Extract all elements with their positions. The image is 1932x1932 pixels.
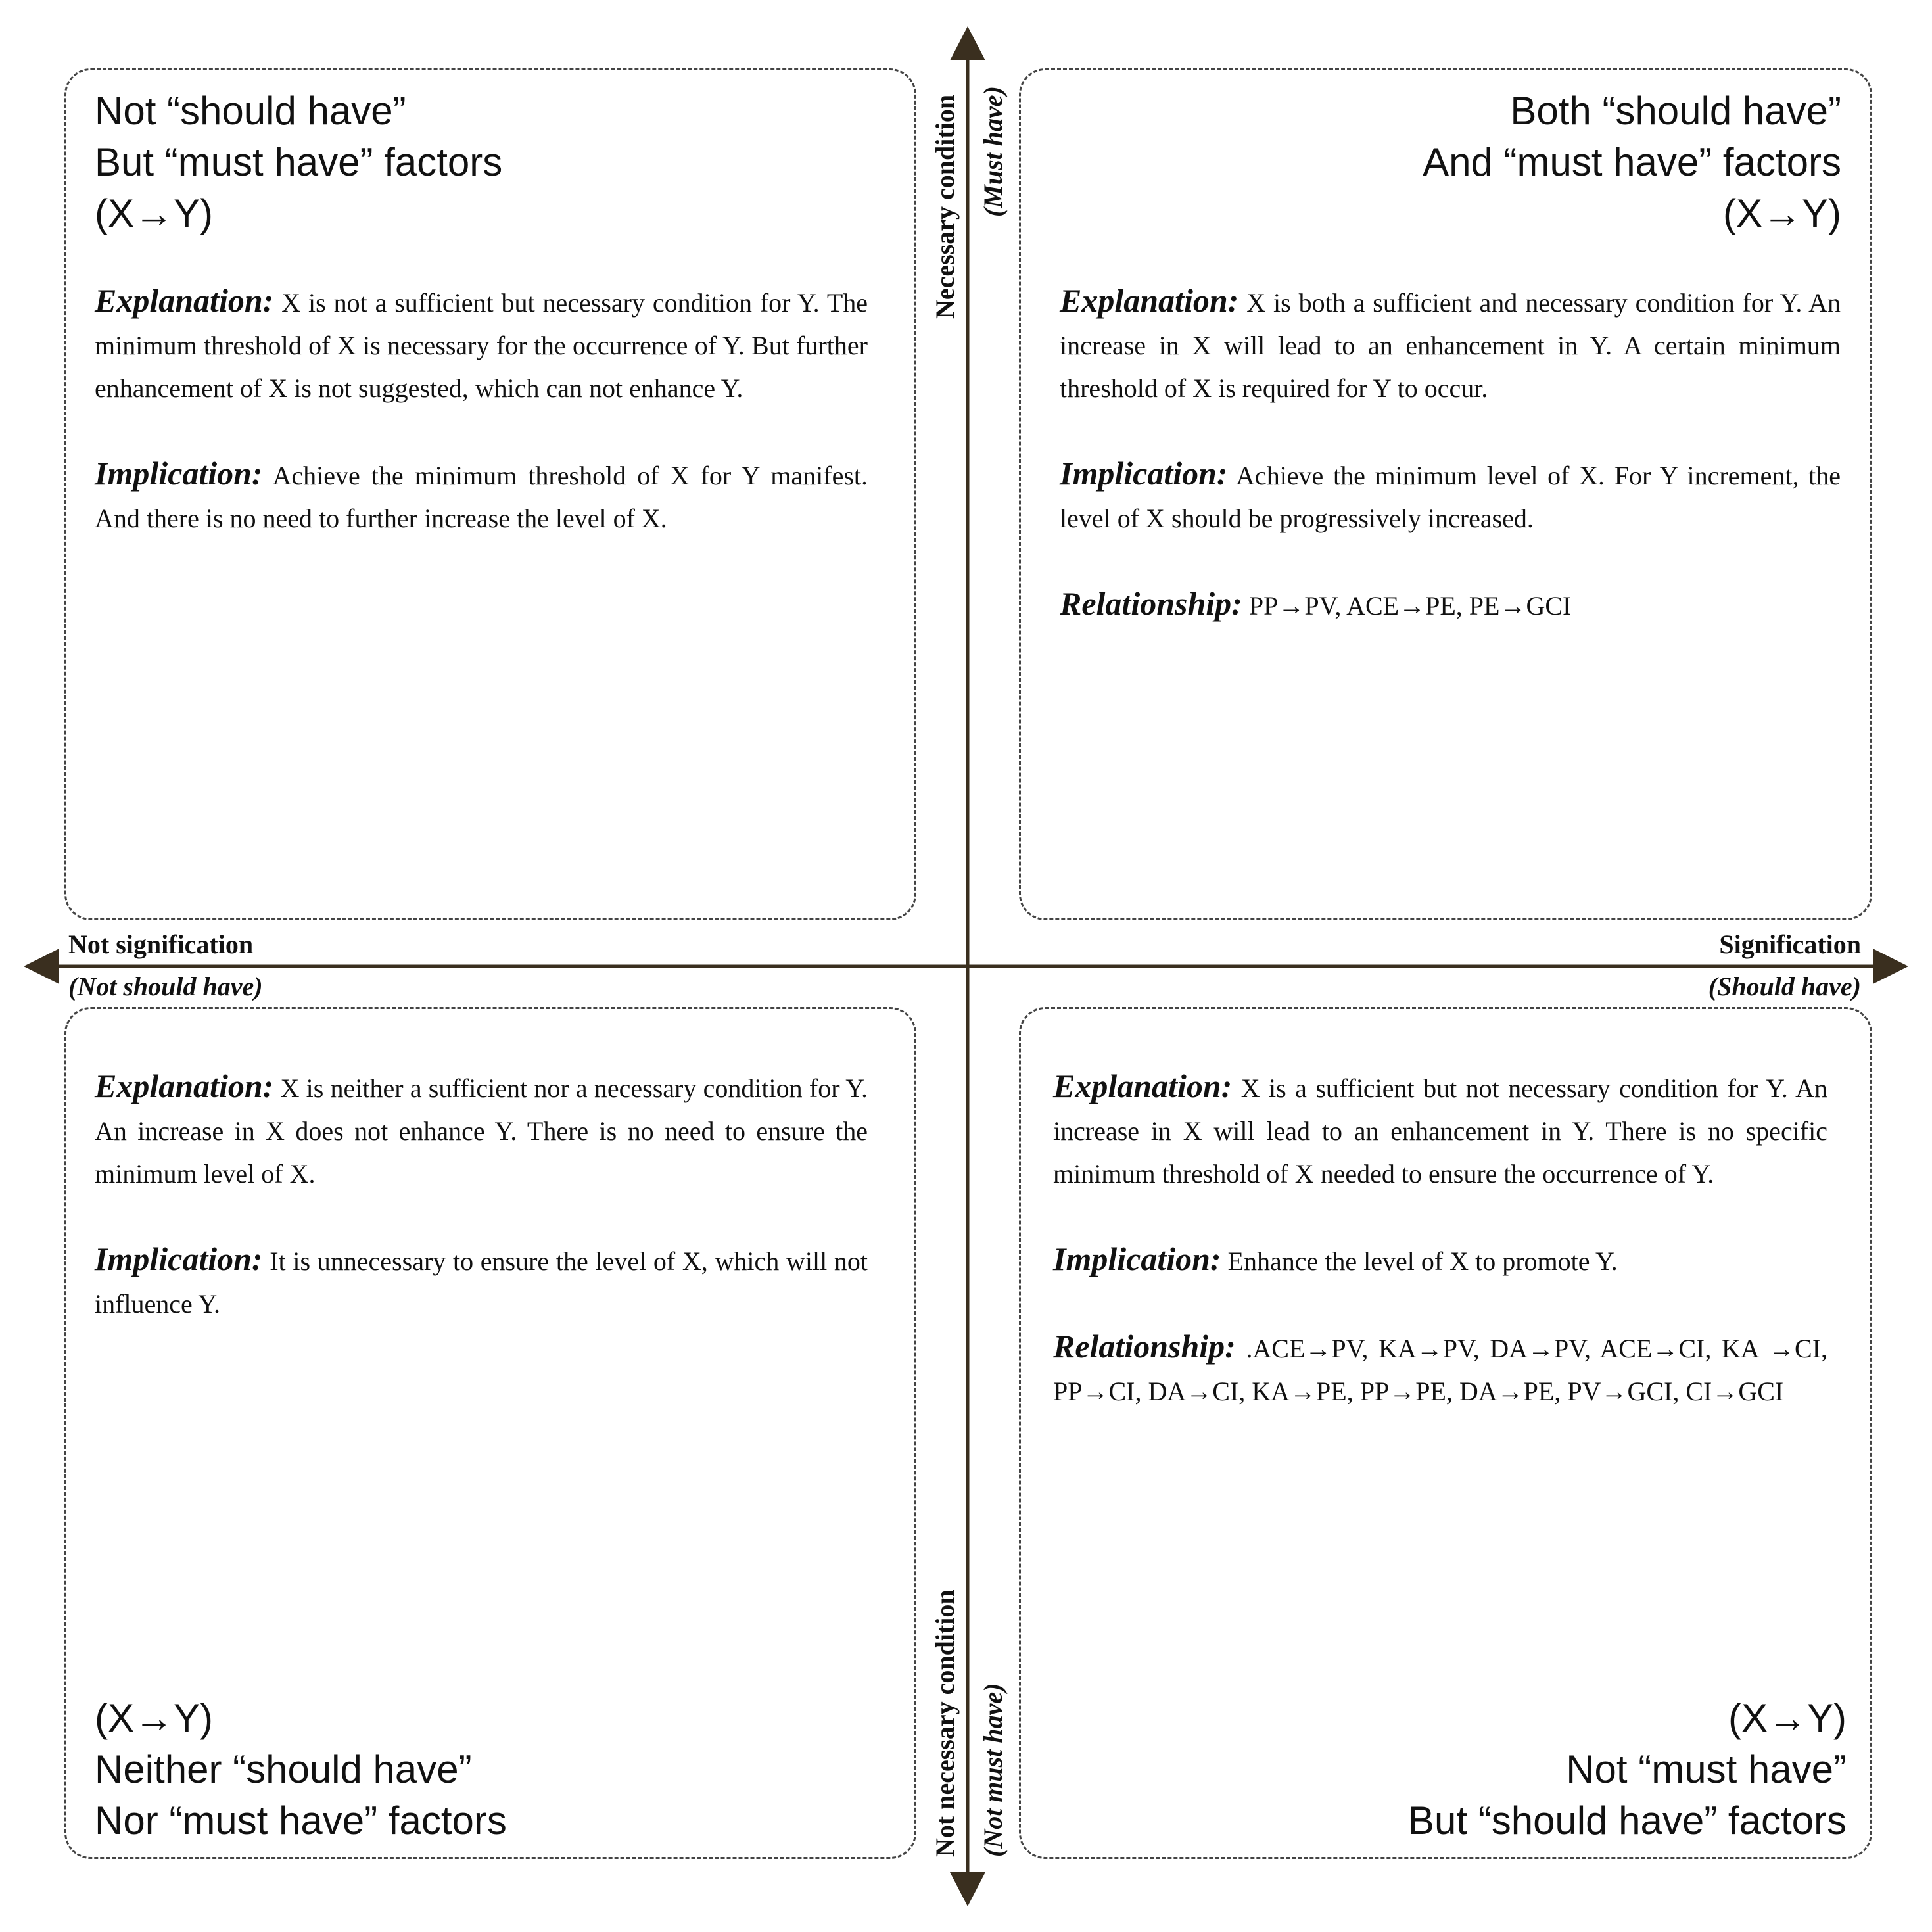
top-axis-label: Necessary condition <box>930 94 960 319</box>
top-axis-sublabel: (Must have) <box>978 86 1008 217</box>
explanation-paragraph <box>1060 279 1841 410</box>
arrow-up-icon <box>950 26 985 60</box>
explanation-text: X is neither a sufficient nor a necessary condition for Y. An increase in X does not enhance Y. There is no need to ensure the minimum level of X. <box>95 1073 868 1189</box>
explanation-paragraph <box>95 1065 868 1195</box>
quadrant-top-right-body <box>1060 279 1841 670</box>
quadrant-bottom-left-title <box>95 1693 507 1847</box>
right-axis-label: Signification <box>1719 930 1861 959</box>
arrow-down-icon <box>950 1872 985 1906</box>
title-line: (X→Y) <box>95 1696 213 1740</box>
title-line: Not “must have” <box>1566 1747 1847 1791</box>
explanation-label: Explanation: <box>1053 1068 1233 1104</box>
implication-text: Achieve the minimum level of X. For Y increment, the level of X should be progressively increased. <box>1060 461 1841 533</box>
relationship-paragraph <box>1053 1325 1827 1413</box>
relationship-paragraph <box>1060 582 1841 627</box>
title-line: (X→Y) <box>1728 1696 1847 1740</box>
relationship-label: Relationship: <box>1060 585 1242 622</box>
left-axis-label: Not signification <box>68 930 254 959</box>
title-line: Neither “should have” <box>95 1747 472 1791</box>
quadrant-top-left-title <box>95 85 502 239</box>
implication-paragraph <box>95 452 868 540</box>
implication-paragraph <box>1060 452 1841 540</box>
implication-label: Implication: <box>1060 455 1228 492</box>
implication-text: It is unnecessary to ensure the level of X, which will not influence Y. <box>95 1246 868 1319</box>
left-axis-sublabel: (Not should have) <box>68 972 263 1001</box>
implication-paragraph <box>1053 1238 1827 1283</box>
relationship-text: .ACE→PV, KA→PV, DA→PV, ACE→CI, KA →CI, PP→CI, DA→CI, KA→PE, PP→PE, DA→PE, PV→GCI, CI→GCI <box>1053 1334 1828 1406</box>
explanation-text: X is not a sufficient but necessary condition for Y. The minimum threshold of X is necessary for the occurrence of Y. But further enhancement of X is not suggested, which can not enhance Y. <box>95 288 868 403</box>
implication-text: Achieve the minimum threshold of X for Y manifest. And there is no need to further increase the level of X. <box>95 461 868 533</box>
implication-label: Implication: <box>1053 1240 1221 1277</box>
explanation-text: X is a sufficient but not necessary condition for Y. An increase in X will lead to an enhancement in Y. There is no specific minimum threshold of X needed to ensure the occurrence of Y. <box>1053 1073 1828 1189</box>
title-line: (X→Y) <box>95 191 213 235</box>
title-line: Both “should have” <box>1510 89 1841 133</box>
explanation-label: Explanation: <box>1060 282 1239 319</box>
arrow-right-icon <box>1873 949 1908 984</box>
right-axis-sublabel: (Should have) <box>1708 972 1861 1001</box>
implication-label: Implication: <box>95 455 263 492</box>
relationship-text: PP→PV, ACE→PE, PE→GCI <box>1248 591 1572 621</box>
bottom-axis-label: Not necessary condition <box>930 1590 960 1857</box>
title-line: (X→Y) <box>1723 191 1841 235</box>
implication-paragraph <box>95 1238 868 1325</box>
bottom-axis-sublabel: (Not must have) <box>978 1683 1008 1857</box>
arrow-left-icon <box>24 949 59 984</box>
title-line: And “must have” factors <box>1423 140 1841 184</box>
explanation-paragraph <box>95 279 868 410</box>
implication-label: Implication: <box>95 1240 263 1277</box>
title-line: Not “should have” <box>95 89 406 133</box>
relationship-label: Relationship: <box>1053 1328 1236 1365</box>
explanation-text: X is both a sufficient and necessary condition for Y. An increase in X will lead to an enhancement in Y. A certain minimum threshold of X is required for Y to occur. <box>1060 288 1841 403</box>
title-line: But “should have” factors <box>1407 1799 1847 1843</box>
title-line: Nor “must have” factors <box>95 1799 507 1843</box>
quadrant-bottom-left-body <box>95 1065 868 1368</box>
quadrant-bottom-right-body <box>1053 1065 1827 1455</box>
implication-text: Enhance the level of X to promote Y. <box>1227 1246 1618 1276</box>
quadrant-top-right-title <box>1423 85 1841 239</box>
title-line: But “must have” factors <box>95 140 503 184</box>
explanation-label: Explanation: <box>95 282 274 319</box>
quadrant-top-left-body <box>95 279 868 582</box>
explanation-paragraph <box>1053 1065 1827 1195</box>
explanation-label: Explanation: <box>95 1068 274 1104</box>
quadrant-bottom-right-title <box>1408 1693 1847 1847</box>
